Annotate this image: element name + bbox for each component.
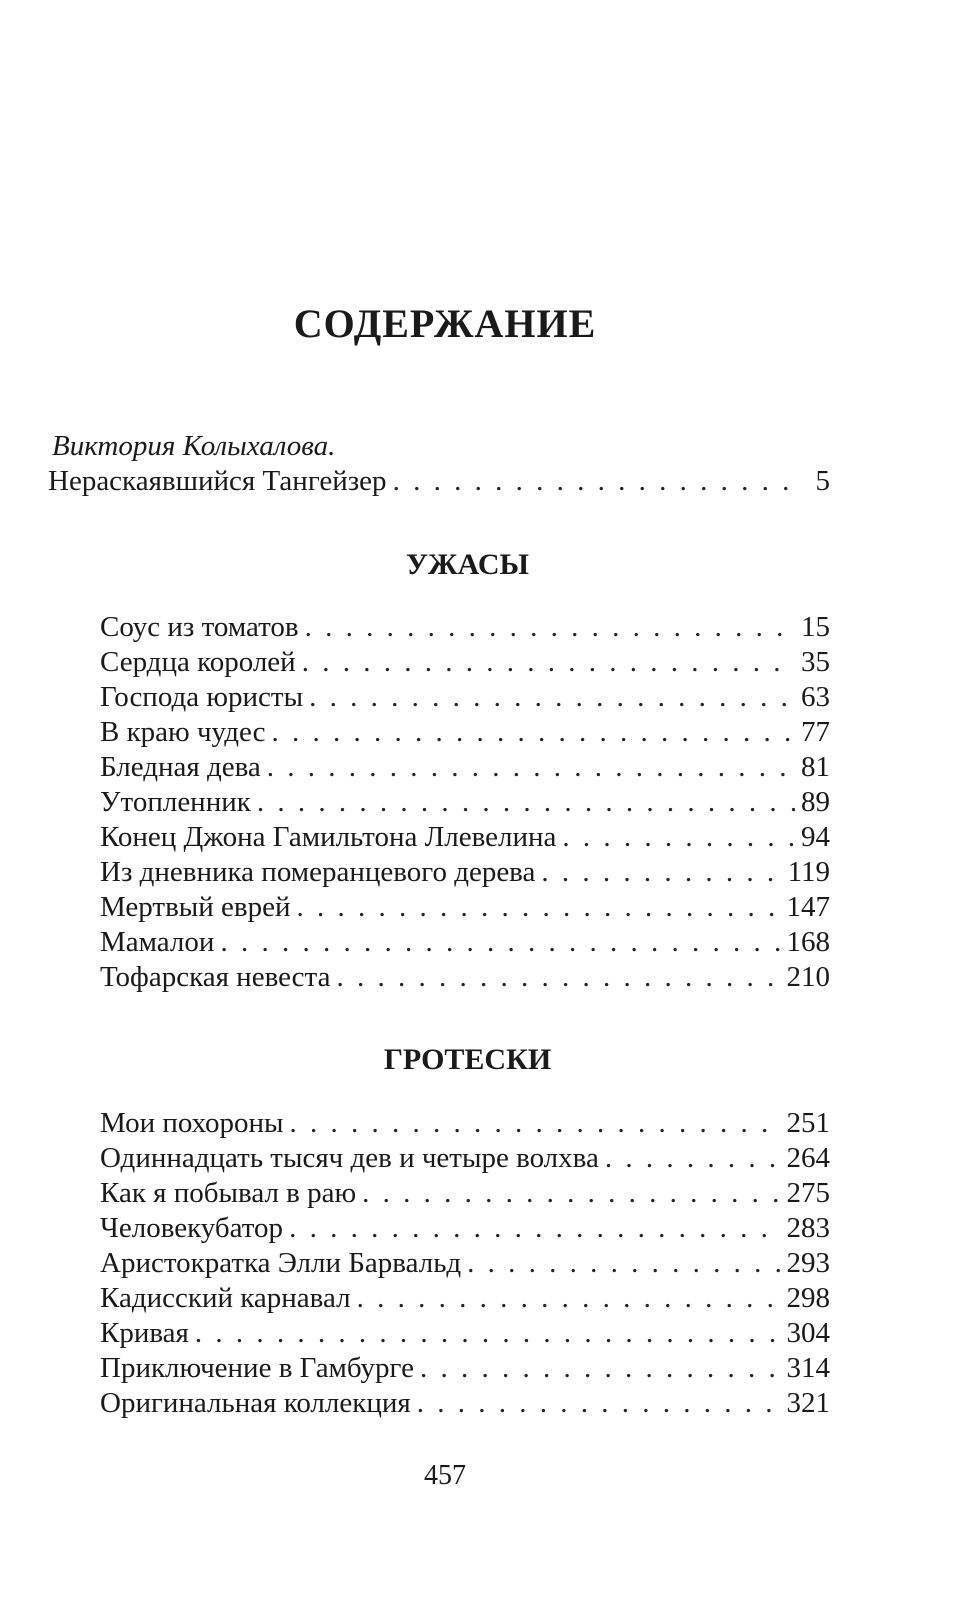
toc-entry-title: Конец Джона Гамильтона Ллевелина: [100, 821, 557, 853]
toc-entry-page: 168: [786, 926, 830, 958]
toc-entry-title: Мои похороны: [100, 1107, 284, 1139]
toc-entry-title: Тофарская невеста: [100, 961, 331, 993]
toc-entry[interactable]: [100, 855, 830, 890]
toc-entry-title: Мамалои: [100, 926, 215, 958]
toc-entry[interactable]: [100, 820, 830, 855]
dot-leader: [357, 1281, 781, 1316]
toc-list-grotesques: [100, 1106, 830, 1421]
toc-entry-page: 63: [801, 681, 830, 713]
toc-entry-title: Человекубатор: [100, 1212, 284, 1244]
toc-entry[interactable]: [100, 1141, 830, 1176]
toc-entry-page: 89: [801, 786, 830, 818]
toc-entry-page: 275: [786, 1177, 830, 1209]
toc-entry[interactable]: [100, 1211, 830, 1246]
toc-entry-page: 298: [786, 1282, 830, 1314]
dot-leader: [420, 1351, 781, 1386]
toc-entry-title: Господа юристы: [100, 681, 304, 713]
toc-entry[interactable]: [100, 1106, 830, 1141]
toc-entry-page: 35: [801, 646, 830, 678]
toc-entry-title: Кадисский карнавал: [100, 1282, 351, 1314]
dot-leader: [195, 1316, 781, 1351]
dot-leader: [309, 680, 795, 715]
dot-leader: [271, 715, 795, 750]
toc-entry[interactable]: [100, 785, 830, 820]
dot-leader: [393, 464, 804, 499]
toc-entry[interactable]: [100, 1281, 830, 1316]
section-title-grotesques: ГРОТЕСКИ: [383, 1043, 552, 1076]
toc-entry-page: 94: [801, 821, 830, 853]
toc-entry-page: 264: [786, 1142, 830, 1174]
toc-entry-page: 283: [786, 1212, 830, 1244]
toc-entry-title: Утопленник: [100, 786, 251, 818]
dot-leader: [362, 1176, 780, 1211]
toc-entry-title: Бледная дева: [100, 751, 261, 783]
section-title-horrors: УЖАСЫ: [406, 548, 529, 581]
dot-leader: [605, 1141, 781, 1176]
dot-leader: [541, 855, 781, 890]
toc-entry-page: 119: [787, 856, 830, 888]
toc-entry[interactable]: [48, 464, 830, 499]
toc-entry-title: Соус из томатов: [100, 611, 299, 643]
toc-entry-page: 314: [786, 1352, 830, 1384]
dot-leader: [305, 610, 795, 645]
toc-list-horrors: [100, 610, 830, 995]
toc-entry[interactable]: [100, 1351, 830, 1386]
toc-entry-page: 5: [815, 465, 830, 497]
toc-entry-title: В краю чудес: [100, 716, 266, 748]
toc-entry-title: Мертвый еврей: [100, 891, 291, 923]
toc-entry-title: Одиннадцать тысяч дев и четыре волхва: [100, 1142, 599, 1174]
toc-entry-page: 210: [786, 961, 830, 993]
toc-entry-title: Сердца королей: [100, 646, 296, 678]
page-title: СОДЕРЖАНИЕ: [293, 301, 597, 346]
toc-entry[interactable]: [100, 610, 830, 645]
dot-leader: [257, 785, 795, 820]
toc-entry-page: 147: [786, 891, 830, 923]
toc-entry-page: 293: [786, 1247, 830, 1279]
toc-entry[interactable]: [100, 715, 830, 750]
toc-entry-title: Аристократка Элли Барвальд: [100, 1247, 462, 1279]
toc-entry[interactable]: [100, 960, 830, 995]
toc-entry-page: 321: [786, 1387, 830, 1419]
toc-entry-page: 81: [801, 751, 830, 783]
toc-entry[interactable]: [100, 1316, 830, 1351]
dot-leader: [220, 925, 780, 960]
dot-leader: [289, 1211, 780, 1246]
dot-leader: [296, 890, 780, 925]
toc-entry-title: Оригинальная коллекция: [100, 1387, 411, 1419]
dot-leader: [290, 1106, 781, 1141]
toc-entry-title: Нераскаявшийся Тангейзер: [48, 465, 387, 497]
toc-entry-page: 15: [801, 611, 830, 643]
toc-entry-page: 251: [786, 1107, 830, 1139]
toc-entry[interactable]: [100, 925, 830, 960]
page-number: 457: [424, 1460, 466, 1491]
toc-entry[interactable]: [100, 1246, 830, 1281]
dot-leader: [562, 820, 795, 855]
toc-entry[interactable]: [100, 1386, 830, 1421]
toc-entry-page: 77: [801, 716, 830, 748]
dot-leader: [267, 750, 795, 785]
toc-entry[interactable]: [100, 890, 830, 925]
intro-entry-list: [48, 464, 830, 499]
toc-entry[interactable]: [100, 750, 830, 785]
dot-leader: [302, 645, 795, 680]
toc-entry[interactable]: [100, 1176, 830, 1211]
intro-author: Виктория Колыхалова.: [52, 430, 336, 462]
toc-entry-title: Из дневника померанцевого дерева: [100, 856, 536, 888]
dot-leader: [336, 960, 780, 995]
dot-leader: [467, 1246, 780, 1281]
toc-entry-title: Кривая: [100, 1317, 189, 1349]
toc-entry-title: Приключение в Гамбурге: [100, 1352, 414, 1384]
toc-entry-page: 304: [786, 1317, 830, 1349]
toc-entry-title: Как я побывал в раю: [100, 1177, 357, 1209]
toc-entry[interactable]: [100, 645, 830, 680]
dot-leader: [417, 1386, 781, 1421]
toc-entry[interactable]: [100, 680, 830, 715]
